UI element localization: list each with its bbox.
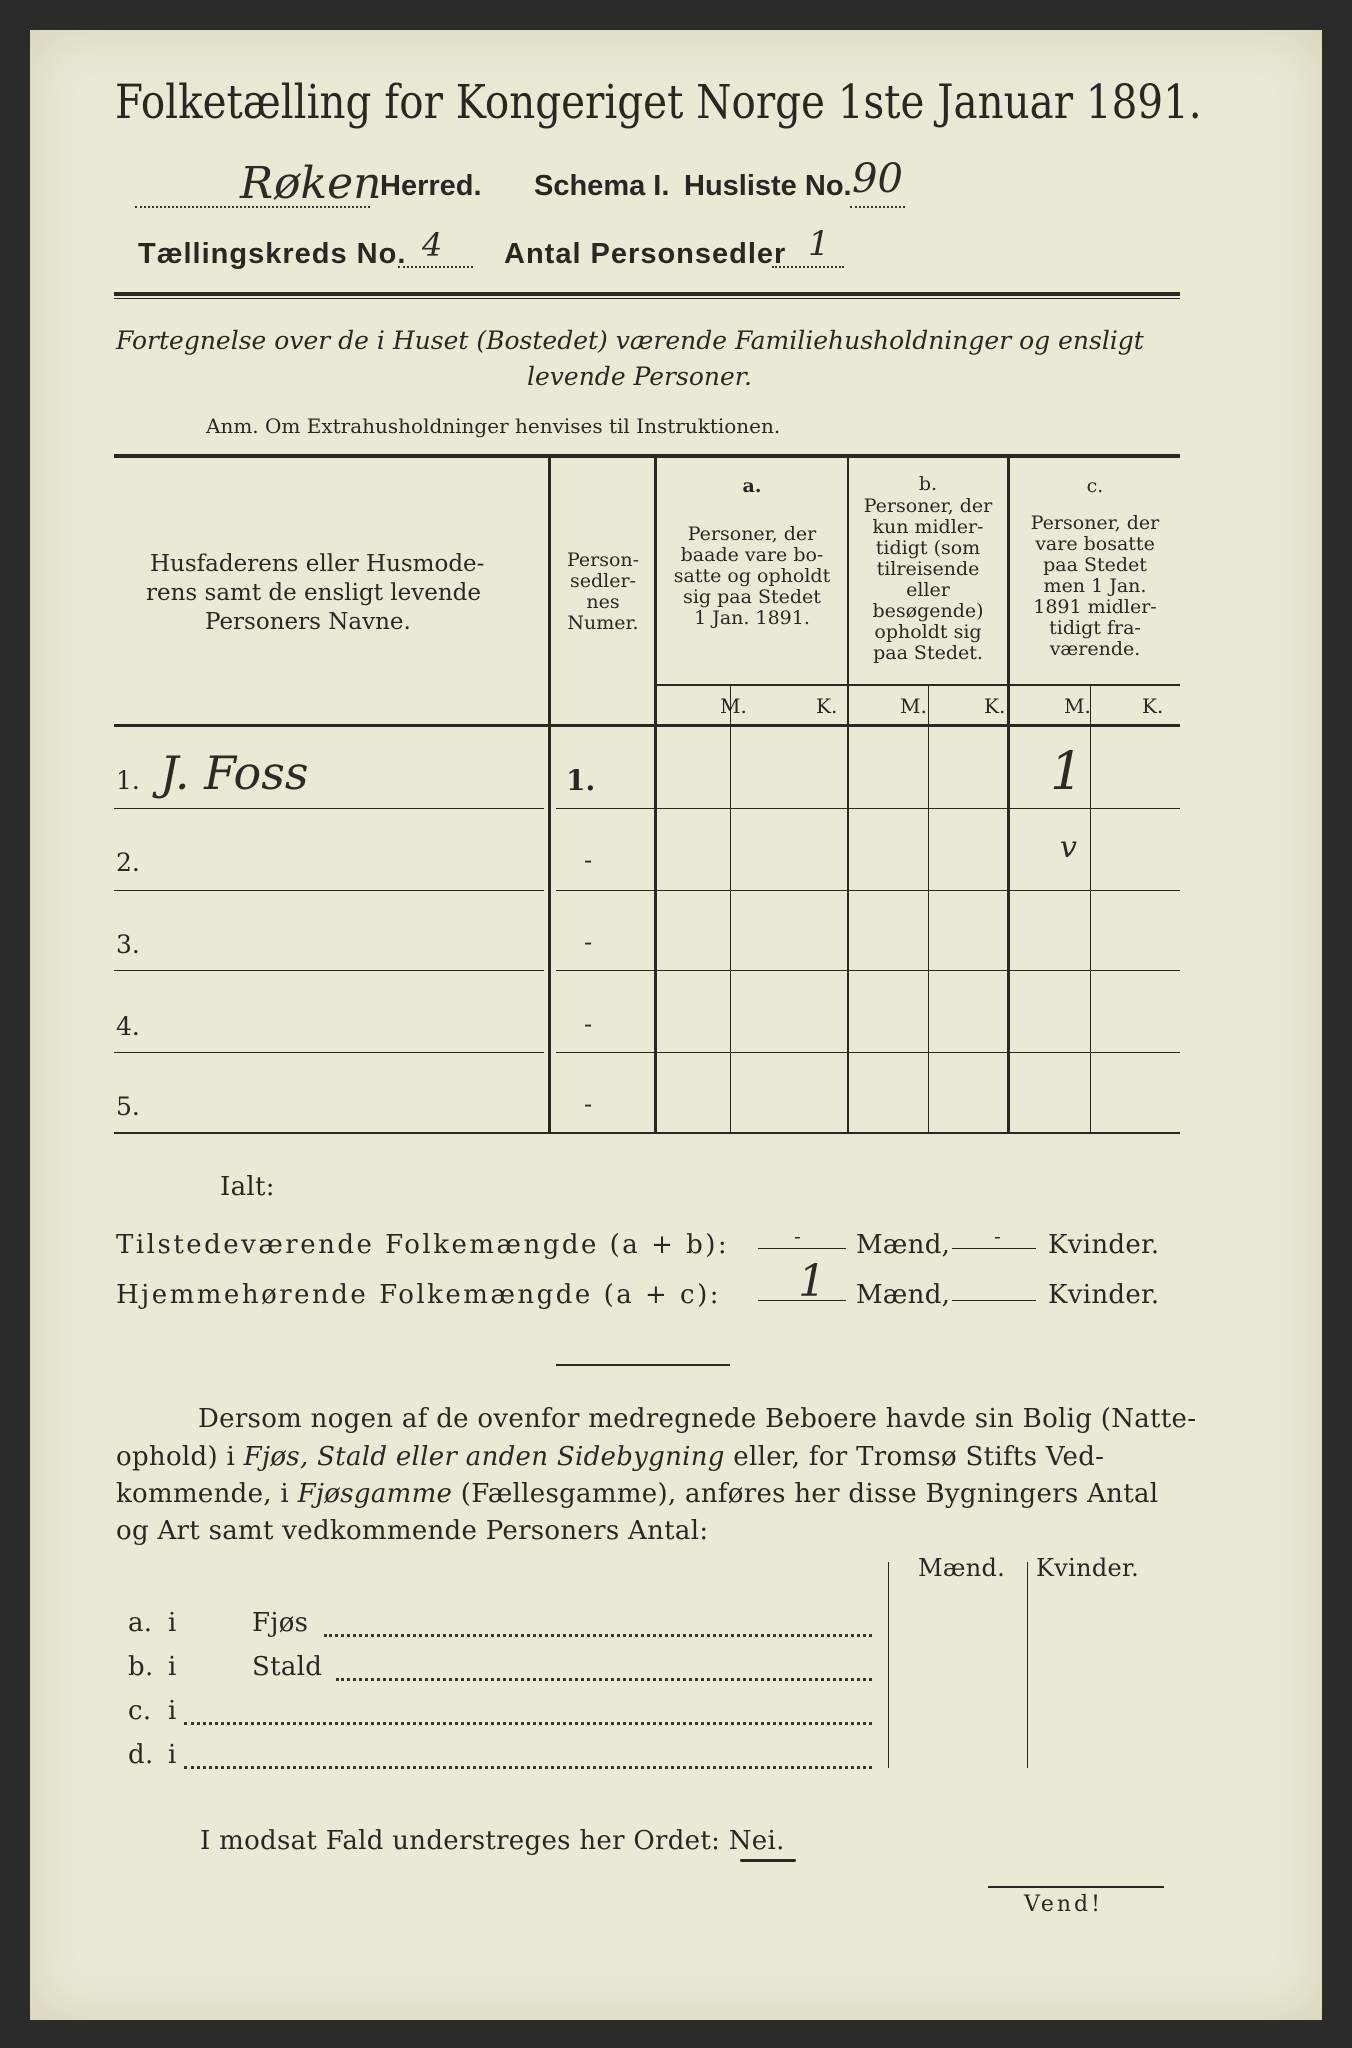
tilstede-m-value: - — [794, 1224, 801, 1248]
tilstede-label: Tilstedeværende Folkemængde (a + b): — [116, 1230, 730, 1260]
vend-text: Vend! — [1024, 1892, 1103, 1917]
col-divider-c-mk — [1090, 686, 1091, 1132]
ialt-label: Ialt: — [220, 1172, 275, 1202]
bolig-line-3a: kommende, i — [116, 1479, 298, 1509]
schema-label: Schema I. — [534, 170, 670, 202]
modsat-label: I modsat Fald understreges her Ordet: — [200, 1826, 729, 1856]
row-rule — [556, 808, 1180, 809]
bolig-item-letter: d. — [128, 1740, 154, 1770]
bolig-item-dots — [184, 1722, 872, 1725]
col-c-line-6: tidigt fra- — [1049, 617, 1141, 639]
col-a-line-3: satte og opholdt — [673, 565, 831, 587]
tilstede-k-line — [952, 1248, 1036, 1249]
bolig-item-dots — [324, 1634, 872, 1637]
bolig-item-label: Fjøs — [252, 1608, 309, 1638]
bolig-line-3b: Fjøsgamme — [297, 1479, 453, 1509]
bolig-line-4: og Art samt vedkommende Personers Antal: — [116, 1516, 709, 1546]
col-b-letter: b. — [918, 473, 938, 495]
census-form-page — [30, 30, 1322, 2020]
husliste-value: 90 — [852, 156, 903, 202]
kreds-label: Tællingskreds No. — [138, 238, 407, 270]
intro-line-1: Fortegnelse over de i Huset (Bostedet) værende Familiehusholdninger og ensligt — [116, 326, 1144, 355]
col-name-line-3: Personers Navne. — [205, 609, 411, 635]
bolig-item-dots — [336, 1678, 872, 1681]
bolig-item-i: i — [168, 1696, 177, 1726]
bolig-col-divider-1 — [888, 1562, 889, 1768]
row-rule — [114, 1052, 544, 1053]
row-sedler: - — [584, 846, 593, 874]
col-a-line-1: Personer, der — [687, 523, 817, 545]
personsedler-dotted-line — [772, 266, 844, 268]
tilstede-m-line — [758, 1248, 846, 1249]
table-top-rule — [114, 454, 1180, 458]
col-name-line-2: rens samt de ensligt levende — [146, 580, 481, 606]
row-name: J. Foss — [160, 746, 309, 800]
bolig-item-letter: c. — [128, 1696, 152, 1726]
bolig-line-2b: Fjøs, Stald eller anden Sidebygning — [243, 1442, 725, 1472]
hjemme-kvinder: Kvinder. — [1048, 1280, 1160, 1310]
col-divider-3 — [847, 458, 849, 1132]
bolig-line-1: Dersom nogen af de ovenfor medregnede Beboere havde sin Bolig (Natte- — [198, 1404, 1197, 1434]
intro-line-2: levende Personer. — [527, 362, 752, 391]
bolig-col-divider-2 — [1027, 1562, 1028, 1768]
bolig-col-maend: Mænd. — [918, 1554, 1006, 1582]
col-divider-a-mk — [730, 686, 731, 1132]
row-rule — [556, 890, 1180, 891]
a-k-label: K. — [816, 694, 838, 718]
nei-word: Nei. — [728, 1826, 785, 1856]
herred-label: Herred. — [380, 170, 482, 202]
row-rule — [114, 890, 544, 891]
bolig-item-dots — [184, 1766, 872, 1769]
col-a-letter: a. — [742, 475, 762, 497]
header-bottom-rule — [114, 724, 1180, 727]
col-num-line-1: Person- — [566, 549, 640, 571]
row-rule — [556, 970, 1180, 971]
b-m-label: M. — [900, 694, 927, 718]
row-sedler: - — [584, 1090, 593, 1118]
col-num-line-3: nes — [586, 591, 620, 613]
herred-value: Røken — [240, 158, 382, 209]
row-sedler: 1. — [566, 764, 596, 797]
modsat-text — [200, 1826, 785, 1856]
col-b-line-7: opholdt sig — [874, 621, 982, 643]
col-divider-b-mk — [928, 686, 929, 1132]
col-c-line-3: paa Stedet — [1043, 554, 1147, 576]
row-number: 2. — [116, 848, 140, 877]
col-b-line-4: tilreisende — [876, 558, 980, 580]
kreds-dotted-line — [398, 266, 473, 268]
row-number: 5. — [116, 1092, 140, 1121]
hjemme-k-line — [952, 1300, 1036, 1301]
personsedler-value: 1 — [808, 224, 830, 264]
col-c-line-1: Personer, der — [1030, 512, 1160, 534]
col-num-line-2: sedler- — [570, 570, 636, 592]
col-b-line-8: paa Stedet. — [873, 642, 983, 664]
row-sedler: - — [584, 1010, 593, 1038]
col-c-line-4: men 1 Jan. — [1043, 575, 1147, 597]
bolig-line-2c: eller, for Tromsø Stifts Ved- — [724, 1442, 1105, 1472]
col-divider-2 — [654, 458, 657, 1132]
bolig-col-kvinder: Kvinder. — [1036, 1554, 1140, 1582]
col-b-line-6: besøgende) — [872, 600, 984, 622]
bolig-item-i: i — [168, 1740, 177, 1770]
hjemme-m-value: 1 — [798, 1256, 826, 1307]
tilstede-k-value: - — [994, 1224, 1001, 1248]
bolig-line-3c: (Fællesgamme), anføres her disse Bygningers Antal — [452, 1479, 1159, 1509]
row-number: 1. — [116, 766, 140, 795]
bolig-line-2 — [116, 1442, 1104, 1472]
row-rule — [556, 1052, 1180, 1053]
bolig-item-letter: a. — [128, 1608, 153, 1638]
row-number: 3. — [116, 930, 140, 959]
c-k-label: K. — [1142, 694, 1164, 718]
col-divider-1 — [548, 458, 551, 1132]
col-c-letter: c. — [1086, 475, 1104, 497]
bolig-line-3 — [116, 1479, 1158, 1509]
row-number: 4. — [116, 1012, 140, 1041]
mk-top-rule — [656, 684, 1180, 686]
bolig-item-label: Stald — [252, 1652, 323, 1682]
col-b-line-2: kun midler- — [872, 516, 984, 538]
nei-underline — [740, 1859, 796, 1862]
bolig-item-letter: b. — [128, 1652, 154, 1682]
col-b-line-3: tidigt (som — [875, 537, 981, 559]
row-c-m: v — [1060, 830, 1077, 865]
row-sedler: - — [584, 928, 593, 956]
hjemme-maend: Mænd, — [856, 1280, 951, 1310]
col-name-line-1: Husfaderens eller Husmode- — [150, 551, 485, 577]
hjemme-label: Hjemmehørende Folkemængde (a + c): — [116, 1280, 721, 1310]
form-title: Folketælling for Kongeriget Norge 1ste Januar 1891. — [115, 75, 1202, 130]
col-divider-4 — [1007, 458, 1010, 1132]
c-m-label: M. — [1064, 694, 1091, 718]
tilstede-kvinder: Kvinder. — [1048, 1230, 1160, 1260]
section-divider — [556, 1364, 730, 1366]
col-c-line-2: vare bosatte — [1035, 533, 1155, 555]
col-a-line-5: 1 Jan. 1891. — [694, 607, 810, 629]
col-a-line-2: baade vare bo- — [680, 544, 824, 566]
kreds-value: 4 — [422, 226, 443, 264]
personsedler-label: Antal Personsedler — [504, 238, 787, 270]
a-m-label: M. — [720, 694, 747, 718]
tilstede-maend: Mænd, — [856, 1230, 951, 1260]
bolig-item-i: i — [168, 1652, 177, 1682]
row-c-m: 1 — [1050, 742, 1084, 802]
col-c-line-5: 1891 midler- — [1033, 596, 1157, 618]
row-rule — [114, 970, 544, 971]
col-b-line-1: Personer, der — [863, 495, 993, 517]
husliste-dotted-line — [850, 206, 905, 208]
header-rule — [114, 292, 1180, 296]
bolig-item-i: i — [168, 1608, 177, 1638]
husliste-label: Husliste No. — [684, 170, 852, 202]
col-a-line-4: sig paa Stedet — [683, 586, 821, 608]
table-bottom-rule — [114, 1132, 1180, 1134]
vend-rule — [988, 1886, 1164, 1888]
header-rule-thin — [114, 298, 1180, 299]
col-num-line-4: Numer. — [567, 612, 639, 634]
anm-note: Anm. Om Extrahusholdninger henvises til Instruktionen. — [206, 414, 781, 438]
col-b-line-5: eller — [906, 579, 950, 601]
row-rule — [114, 808, 544, 809]
b-k-label: K. — [984, 694, 1006, 718]
bolig-line-2a: ophold) i — [116, 1442, 244, 1472]
col-c-line-7: værende. — [1049, 638, 1141, 660]
